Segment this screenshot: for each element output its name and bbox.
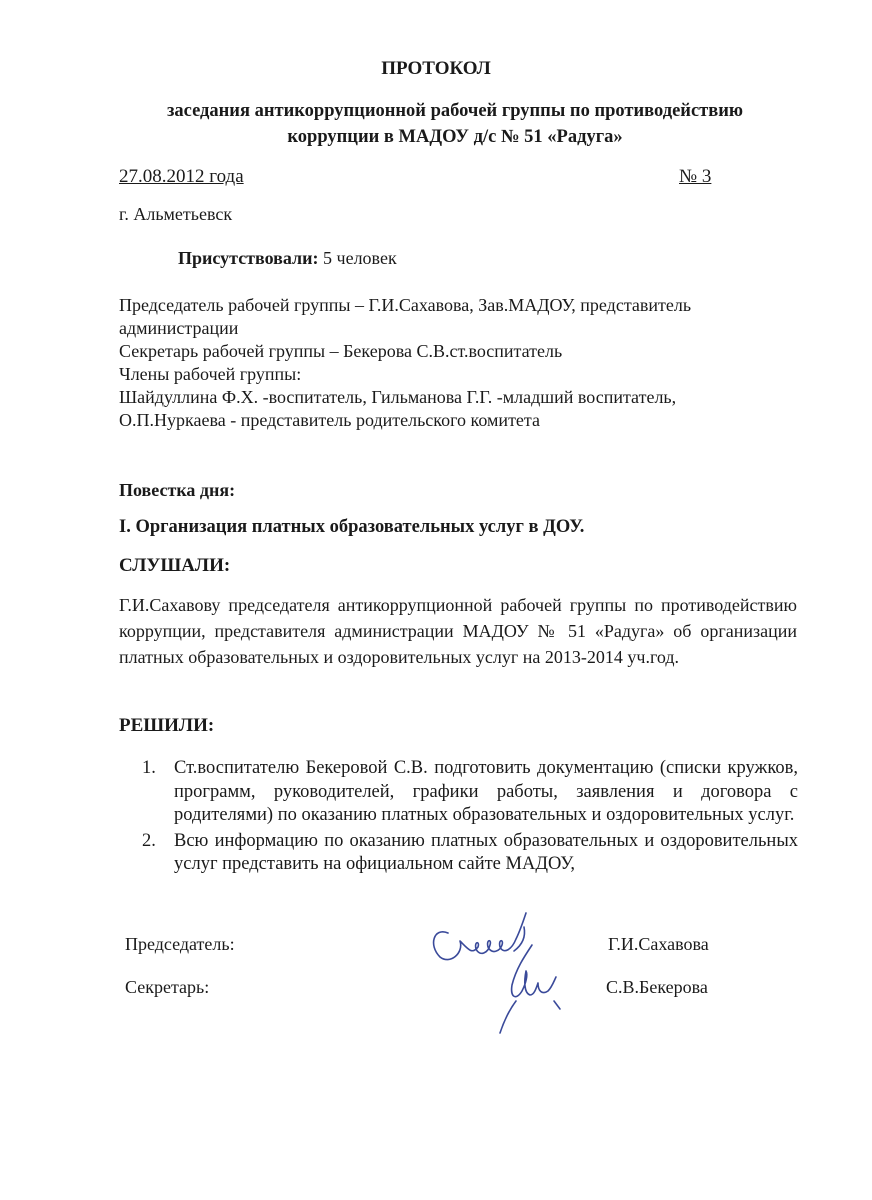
protocol-number: № 3 [679, 166, 712, 187]
heard-heading: СЛУШАЛИ: [119, 555, 231, 576]
document-subtitle [110, 98, 800, 150]
chair-label: Председатель: [125, 934, 235, 954]
decision-item [142, 757, 798, 828]
decision-number: 1. [142, 758, 156, 778]
decisions-list [142, 757, 798, 879]
decided-heading: РЕШИЛИ: [119, 715, 215, 736]
document-title: ПРОТОКОЛ [381, 58, 491, 79]
attendance [178, 248, 397, 269]
agenda-heading: Повестка дня: [119, 480, 236, 500]
protocol-date: 27.08.2012 года [119, 166, 244, 187]
decision-item [142, 830, 798, 877]
secretary-label: Секретарь: [125, 977, 210, 997]
secretary-signature-mark [554, 1001, 560, 1009]
chair-signature-stroke [434, 913, 526, 960]
decision-text: Ст.воспитателю Бекеровой С.В. подготовить документацию (списки кружков, программ, руководителей, графики работы, заявления и договора с родителями) по оказанию платных образовательных и оздоровительных услуг. [174, 758, 798, 825]
decision-number: 2. [142, 830, 156, 851]
attendance-label: Присутствовали: [178, 248, 319, 268]
members-line: Шайдуллина Ф.Х. -воспитатель, Гильманова Г.Г. -младший воспитатель, [119, 387, 677, 407]
members-line: Члены рабочей группы: [119, 364, 302, 384]
subtitle-line-2: коррупции в МАДОУ д/с № 51 «Радуга» [287, 127, 623, 147]
secretary-signature-stroke [512, 945, 556, 997]
chair-name: Г.И.Сахавова [608, 934, 709, 954]
members-line: Председатель рабочей группы – Г.И.Сахавова, Зав.МАДОУ, представитель [119, 295, 692, 315]
decision-text: Всю информацию по оказанию платных образовательных и оздоровительных услуг представить на официальном сайте МАДОУ, [174, 830, 798, 874]
city: г. Альметьевск [119, 204, 233, 224]
secretary-signature-loop [500, 1001, 516, 1033]
members-line: Секретарь рабочей группы – Бекерова С.В.ст.воспитатель [119, 341, 563, 361]
secretary-name: С.В.Бекерова [606, 977, 708, 997]
handwritten-signatures [420, 905, 600, 1040]
subtitle-line-1: заседания антикоррупционной рабочей группы по противодействию [166, 101, 744, 121]
members-line: администрации [119, 318, 239, 338]
heard-text: Г.И.Сахавову председателя антикоррупционной рабочей группы по противодействию коррупции, представителя администрации МАДОУ № 51 «Радуга» об организации платных образовательных и оздоровительных услуг на 2013-2014 уч.год. [119, 595, 797, 667]
members-list [119, 294, 819, 432]
agenda-item: I. Организация платных образовательных услуг в ДОУ. [119, 517, 585, 537]
attendance-count: 5 человек [318, 248, 397, 268]
members-line: О.П.Нуркаева - представитель родительского комитета [119, 410, 540, 430]
